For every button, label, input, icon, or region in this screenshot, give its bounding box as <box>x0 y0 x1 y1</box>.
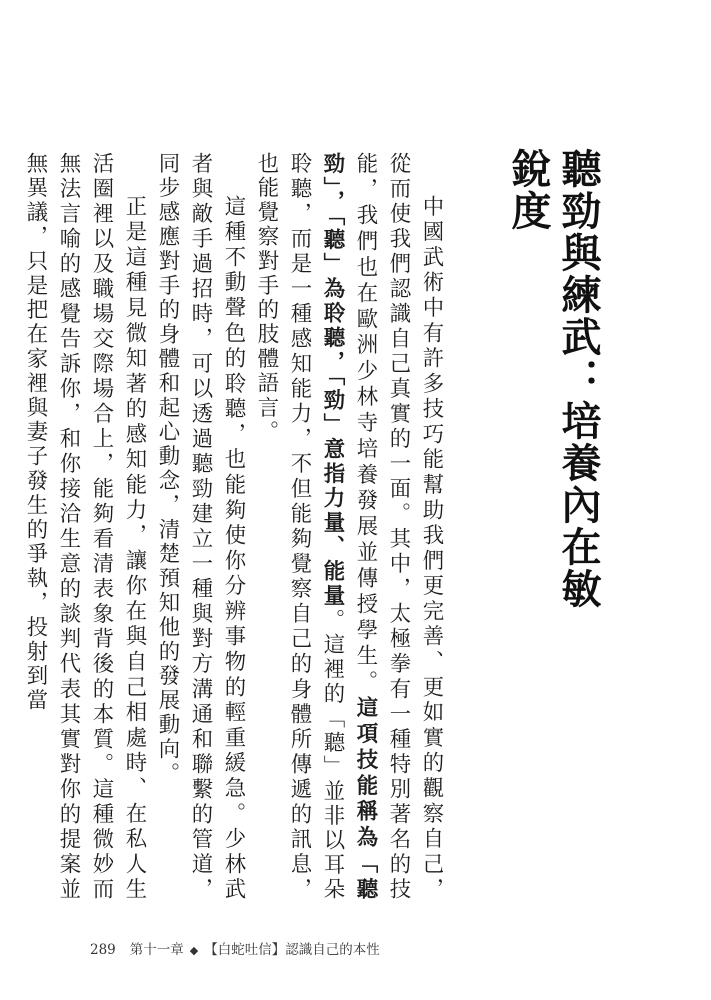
body-text <box>23 152 448 903</box>
paragraph-2 <box>151 152 250 902</box>
diamond-icon: ◆ <box>189 944 199 957</box>
paragraph-3-text: 正是這種見微知著的感知能力，讓你在與自己相處時、在私人生活圈裡以及職場交際場合上，能夠看清表象背後的本質。這種微妙而無法言喻的感覺告訴你，和你接洽生意的談判代表其實對你的提案並無異議，只是把在家裡與妻子發生的爭執，投射到當 <box>23 152 147 902</box>
paragraph-3 <box>19 152 151 902</box>
section-label: 【白蛇吐信】認識自己的本性 <box>204 942 380 958</box>
paragraph-2-text: 這種不動聲色的聆聽，也能夠使你分辨事物的輕重緩急。少林武者與敵手過招時，可以透過聽勁建立一種與對方溝通和聯繫的管道，同步感應對手的身體和起心動念，清楚預知他的發展動向。 <box>155 152 246 902</box>
chapter-label: 第十一章 <box>129 942 184 958</box>
paragraph-1-text: 中國武術中有許多技巧能幫助我們更完善、更如實的觀察自己，從而使我們認識自己真實的一面。其中，太極拳有一種特別著名的技能，我們也在歐洲少林寺培養發展並傳授學生。 <box>353 152 444 902</box>
paragraph-1 <box>250 152 448 902</box>
paragraph-1-text-continued: 。這裡的「聽」並非以耳朵聆聽，而是一種感知能力，不但能夠覺察自己的身體所傳遞的訊息，也能覺察對手的肢體語言。 <box>254 152 345 902</box>
page-footer <box>90 938 380 958</box>
paragraph-1-bold-text: 這項技能稱為「聽勁」，「聽」為聆聽，「勁」意指力量、能量 <box>320 152 378 903</box>
section-title: 聽勁與練武：培養內在敏銳度 <box>505 148 601 610</box>
page-number: 289 <box>90 942 116 958</box>
